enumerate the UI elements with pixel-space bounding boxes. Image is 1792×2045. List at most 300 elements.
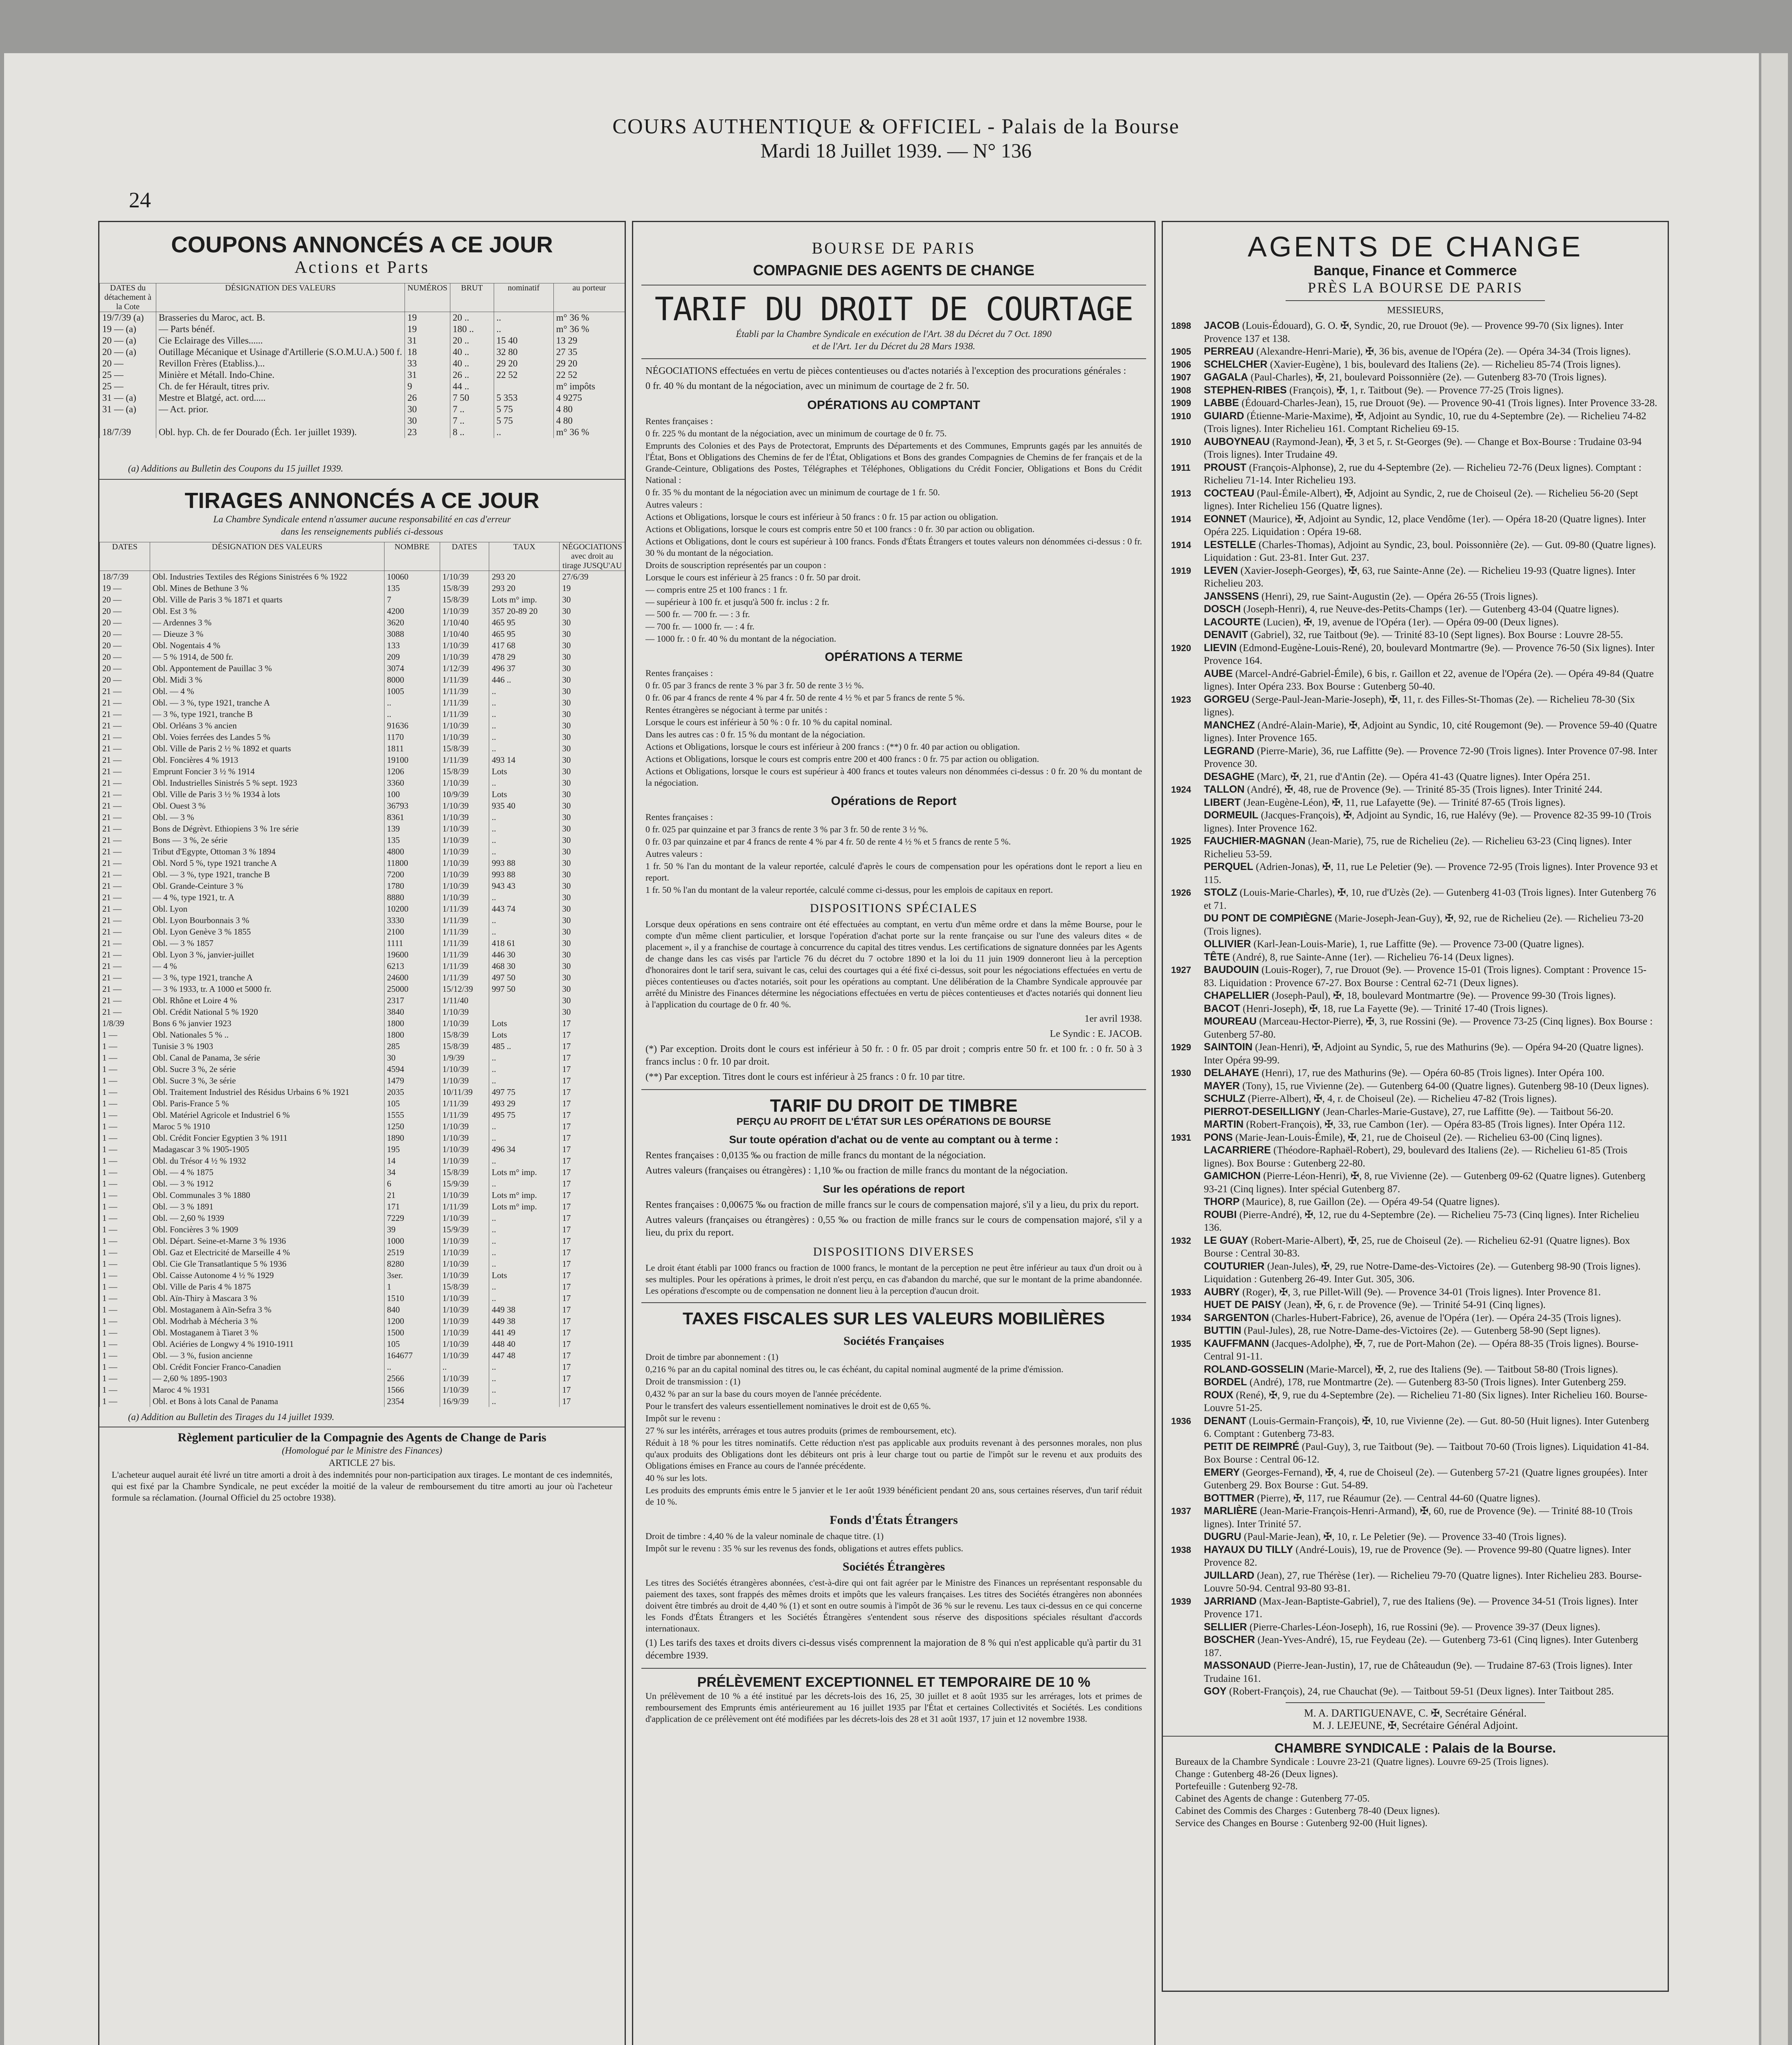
table-cell: 17 (560, 1075, 625, 1086)
broker-details: (Xavier-Eugène), 1 bis, boulevard des Italiens (2e). — Richelieu 85-74 (Trois lignes). (1270, 359, 1621, 370)
broker-year (1171, 809, 1204, 835)
table-cell: 20 — (100, 594, 150, 605)
table-cell: 1/10/39 (440, 1235, 489, 1247)
broker-entry (1163, 1209, 1668, 1234)
table-cell: .. (384, 697, 440, 708)
table-row (100, 1189, 625, 1201)
table-cell: 139 (384, 823, 440, 834)
broker-name: PIERROT-DESEILLIGNY (1204, 1106, 1320, 1117)
table-cell: Obl. Grande-Ceinture 3 % (150, 880, 384, 892)
table-cell: 33 (405, 358, 450, 369)
coupons-col-designation: DÉSIGNATION DES VALEURS (156, 283, 405, 312)
table-cell: 1005 (384, 685, 440, 697)
table-cell: Lots (489, 766, 560, 777)
table-cell: .. (494, 312, 553, 324)
table-cell: 21 — (100, 743, 150, 754)
agents-secretary2: M. J. LEJEUNE, ✠, Secrétaire Général Adjoint. (1313, 1719, 1518, 1731)
broker-entry (1163, 1363, 1668, 1376)
broker-year (1171, 989, 1204, 1002)
broker-year: 1929 (1171, 1042, 1191, 1052)
table-cell: Bons 6 % janvier 1923 (150, 1018, 384, 1029)
broker-body (1204, 1170, 1658, 1196)
broker-year: 1906 (1171, 359, 1191, 370)
table-cell: 19/7/39 (a) (100, 312, 156, 324)
broker-details: (Pierre-Marie), 36, rue Laffitte (9e). — Provence 72-90 (Trois lignes). Inter Provence 07-98. Inter Provence 30. (1204, 745, 1657, 769)
table-cell: Obl. — 3 % 1891 (150, 1201, 384, 1212)
table-cell (156, 415, 405, 427)
table-cell: 17 (560, 1121, 625, 1132)
broker-year (1171, 1106, 1204, 1119)
table-cell: 1 — (100, 1144, 150, 1155)
table-cell: 1 — (100, 1166, 150, 1178)
table-cell: 478 29 (489, 651, 560, 663)
table-cell: Lots (489, 789, 560, 800)
broker-year (1171, 1376, 1204, 1389)
table-cell: 17 (560, 1109, 625, 1121)
broker-entry (1163, 1634, 1668, 1659)
broker-year: 1932 (1171, 1235, 1191, 1246)
table-cell: 135 (384, 834, 440, 846)
table-row (100, 1235, 625, 1247)
table-cell: 209 (384, 651, 440, 663)
broker-body (1204, 951, 1514, 964)
table-row (100, 1201, 625, 1212)
table-cell: 493 29 (489, 1098, 560, 1109)
text-line: 0,216 % par an du capital nominal des titres ou, le cas échéant, du capital nominal augmenté de la prime d'émission. (645, 1364, 1064, 1374)
table-row (100, 857, 625, 869)
table-cell: 497 50 (489, 972, 560, 983)
broker-entry (1163, 796, 1668, 809)
broker-details: (Henri), 29, rue Saint-Augustin (2e). — Opéra 26-55 (Trois lignes). (1261, 591, 1538, 602)
table-cell: Cie Eclairage des Villes...... (156, 335, 405, 346)
broker-entry (1163, 1144, 1668, 1170)
text-line: — 500 fr. — 700 fr. — : 3 fr. (645, 609, 750, 619)
table-cell (489, 995, 560, 1006)
table-cell: 17 (560, 1063, 625, 1075)
table-cell: 1/10/39 (440, 869, 489, 880)
reglement-subtitle: (Homologué par le Ministre des Finances) (282, 1445, 442, 1456)
broker-entry (1163, 590, 1668, 603)
broker-name: MASSONAUD (1204, 1660, 1271, 1671)
table-row (100, 811, 625, 823)
broker-year (1171, 1363, 1204, 1376)
table-cell: — Ardennes 3 % (150, 617, 384, 628)
table-cell: 1 — (100, 1235, 150, 1247)
broker-year (1171, 1118, 1204, 1131)
broker-entry (1163, 1324, 1668, 1337)
table-cell: 30 (560, 777, 625, 789)
broker-body (1204, 1595, 1658, 1621)
table-cell: — 3 %, type 1921, tranche A (150, 972, 384, 983)
taxes-title: TAXES FISCALES SUR LES VALEURS MOBILIÈRES (682, 1309, 1105, 1328)
broker-details: (Jean), ✠, 6, r. de Provence (9e). — Trinité 54-91 (Cinq lignes). (1284, 1299, 1546, 1310)
table-cell: 17 (560, 1018, 625, 1029)
table-cell: 19 (560, 582, 625, 594)
courtage-neg-rate: 0 fr. 40 % du montant de la négociation, avec un minimum de courtage de 2 fr. 50. (645, 381, 969, 391)
courtage-neg-intro: NÉGOCIATIONS effectuées en vertu de pièces contentieuses ou d'actes notariés à l'exception des procurations générales : (645, 366, 1126, 376)
table-row (100, 697, 625, 708)
table-cell: 1/11/39 (440, 937, 489, 949)
chambre-lines (1163, 1756, 1668, 1829)
table-cell: .. (489, 1235, 560, 1247)
table-cell: 1 — (100, 1132, 150, 1144)
broker-year (1171, 719, 1204, 745)
broker-details: (Paul-Émile-Albert), ✠, Adjoint au Syndic, 2, rue de Choiseul (2e). — Richelieu 56-20 (Sept lignes). Inter Richelieu 156 (Quatre lignes). (1204, 488, 1638, 512)
text-line: 0 fr. 05 par 3 francs de rente 3 % par 3 fr. 50 de rente 3 ½ %. (645, 680, 864, 690)
tirages-note: (a) Addition au Bulletin des Tirages du 14 juillet 1939. (128, 1412, 335, 1422)
table-cell: 19600 (384, 949, 440, 960)
table-cell: 30 (560, 903, 625, 915)
broker-entry (1163, 745, 1668, 771)
text-line: Actions et Obligations, lorsque le cours est supérieur à 400 francs et toutes valeurs non dénommées ci-dessus : 0 fr. 20 % du montant de la négociation. (645, 766, 1142, 788)
broker-name: GOY (1204, 1685, 1227, 1697)
table-cell: 40 .. (450, 346, 494, 358)
header-line1: COURS AUTHENTIQUE & OFFICIEL - Palais de la Bourse (612, 115, 1180, 138)
table-cell: 1/10/39 (440, 834, 489, 846)
broker-details: (André-Louis), 19, rue de Provence (9e). — Provence 99-80 (Quatre lignes). Inter Provence 82. (1204, 1544, 1631, 1568)
broker-body (1204, 1196, 1500, 1209)
terme-title: OPÉRATIONS A TERME (825, 650, 963, 664)
table-cell: 1 — (100, 1258, 150, 1270)
table-cell: 17 (560, 1144, 625, 1155)
table-cell: 30 (560, 628, 625, 640)
broker-name: LE GUAY (1204, 1234, 1248, 1246)
table-row (100, 392, 625, 404)
broker-entry (1163, 1492, 1668, 1505)
broker-year (1171, 938, 1204, 951)
table-cell: Lots (489, 1029, 560, 1040)
table-cell: 30 (560, 800, 625, 811)
broker-body (1204, 771, 1590, 784)
table-cell: 1 — (100, 1224, 150, 1235)
table-cell: 4800 (384, 846, 440, 857)
table-row (100, 995, 625, 1006)
table-cell: 1/10/39 (440, 720, 489, 731)
table-cell: 20 — (a) (100, 346, 156, 358)
broker-details: (Edmond-Eugène-Louis-René), 20, boulevard Montmartre (9e). — Provence 76-50 (Six lignes). Inter Provence 164. (1204, 642, 1655, 666)
table-cell: 30 (560, 937, 625, 949)
broker-details: (Marc), ✠, 21, rue d'Antin (2e). — Opéra 41-43 (Quatre lignes). Inter Opéra 251. (1257, 771, 1590, 782)
text-line: Cabinet des Agents de change : Gutenberg 77-05. (1175, 1793, 1370, 1804)
broker-entry (1163, 1595, 1668, 1621)
broker-name: PETIT DE REIMPRÉ (1204, 1440, 1300, 1452)
broker-year (1171, 1260, 1204, 1286)
broker-body (1204, 1041, 1658, 1067)
broker-year (1171, 1170, 1204, 1196)
broker-entry (1163, 1337, 1668, 1363)
table-cell: 31 — (a) (100, 404, 156, 415)
table-cell: .. (489, 720, 560, 731)
broker-year: 1913 (1171, 488, 1191, 499)
table-cell: 1/11/39 (440, 674, 489, 685)
broker-body (1204, 861, 1658, 886)
table-cell: 21 — (100, 892, 150, 903)
table-cell: 31 (405, 369, 450, 381)
broker-body (1204, 1337, 1658, 1363)
table-cell: 20 — (100, 617, 150, 628)
broker-body (1204, 1466, 1658, 1492)
table-cell: 15/8/39 (440, 1040, 489, 1052)
brokers-list (1163, 319, 1668, 1698)
broker-body (1204, 371, 1607, 384)
table-cell: Obl. Mostaganem à Tiaret 3 % (150, 1327, 384, 1338)
agents-sub2: PRÈS LA BOURSE DE PARIS (1308, 279, 1523, 296)
broker-body (1204, 1015, 1658, 1041)
broker-year: 1930 (1171, 1068, 1191, 1078)
table-cell: 11800 (384, 857, 440, 869)
broker-name: MANCHEZ (1204, 719, 1255, 731)
broker-entry (1163, 1002, 1668, 1016)
broker-entry (1163, 1118, 1668, 1131)
table-cell: 1/10/39 (440, 811, 489, 823)
broker-name: PONS (1204, 1131, 1233, 1143)
timbre-h2: Sur les opérations de report (823, 1183, 965, 1195)
table-cell: 8000 (384, 674, 440, 685)
table-cell: Obl. Ville de Paris 4 % 1875 (150, 1281, 384, 1292)
table-cell: 1/10/39 (440, 1315, 489, 1327)
broker-details: (André), 8, rue Sainte-Anne (1er). — Richelieu 76-14 (Deux lignes). (1232, 951, 1514, 963)
table-cell: 1/11/39 (440, 926, 489, 937)
text-line: Actions et Obligations, lorsque le cours est inférieur à 200 francs : (**) 0 fr. 40 par action ou obligation. (645, 742, 1020, 752)
table-cell: Obl. — 3 %, type 1921, tranche B (150, 869, 384, 880)
table-cell: 2100 (384, 926, 440, 937)
broker-body (1204, 912, 1658, 938)
tirages-col-neg: NÉGOCIATIONS avec droit au tirage JUSQU'AU (560, 542, 625, 571)
table-cell: 465 95 (489, 617, 560, 628)
table-cell: 1/11/39 (440, 1098, 489, 1109)
table-cell: 10/9/39 (440, 789, 489, 800)
table-cell: 30 (560, 789, 625, 800)
table-cell: 21 — (100, 731, 150, 743)
text-line: Actions et Obligations, dont le cours est supérieur à 100 francs. Fonds d'États Étrangers et toutes valeurs non dénommées ci-dessus : 0 fr. 30 % du montant de la négociation. (645, 536, 1142, 558)
table-cell: .. (489, 743, 560, 754)
table-cell: 19 — (100, 582, 150, 594)
table-cell: 1/10/39 (440, 571, 489, 583)
broker-year (1171, 1621, 1204, 1634)
table-cell: Obl. Modrhab à Mécheria 3 % (150, 1315, 384, 1327)
table-cell: 1 — (100, 1292, 150, 1304)
table-cell: Obl. Mines de Bethune 3 % (150, 582, 384, 594)
table-cell: .. (494, 427, 553, 438)
table-cell: 21 (384, 1189, 440, 1201)
table-cell: 485 .. (489, 1040, 560, 1052)
broker-name: KAUFFMANN (1204, 1337, 1269, 1349)
table-cell: 2035 (384, 1086, 440, 1098)
table-row (100, 605, 625, 617)
broker-entry (1163, 1015, 1668, 1041)
broker-entry (1163, 1440, 1668, 1466)
broker-details: (Paul-Marie-Jean), ✠, 10, r. Le Peletier (9e). — Provence 33-40 (Trois lignes). (1243, 1531, 1567, 1542)
table-cell: 935 40 (489, 800, 560, 811)
table-cell: 449 38 (489, 1304, 560, 1315)
table-cell: 7 .. (450, 415, 494, 427)
table-row (100, 1052, 625, 1063)
broker-year: 1907 (1171, 372, 1191, 382)
table-cell: — Dieuze 3 % (150, 628, 384, 640)
text-line: Droit de timbre par abonnement : (1) (645, 1352, 779, 1362)
text-line: 0 fr. 35 % du montant de la négociation avec un minimum de courtage de 1 fr. 50. (645, 487, 940, 497)
table-cell: 1 — (100, 1189, 150, 1201)
speciales-title: DISPOSITIONS SPÉCIALES (810, 901, 978, 915)
diverses-text: Le droit étant établi par 1000 francs ou fraction de 1000 francs, le montant de la perception ne peut être inférieur au taux d'un droit ou à ses multiples. Pour les opérations à primes, le droit n'est perçu, en cas d'abandon du marché, que sur le montant de la prime abandonnée. Les opérations d'escompte ou de compensation ne donnent lieu à la perception d'aucun droit. (645, 1263, 1142, 1296)
comptant-lines (633, 416, 1154, 645)
table-cell: .. (489, 1258, 560, 1270)
coupons-col-nominatif: nominatif (494, 283, 553, 312)
table-row (100, 1361, 625, 1373)
table-cell: .. (489, 1361, 560, 1373)
table-cell: 1/10/39 (440, 1144, 489, 1155)
broker-entry (1163, 410, 1668, 436)
table-cell: 19100 (384, 754, 440, 766)
table-cell: 17 (560, 1373, 625, 1384)
broker-details: (Henri), 17, rue des Mathurins (9e). — Opéra 60-85 (Trois lignes). Inter Opéra 100. (1261, 1067, 1605, 1079)
broker-year (1171, 1015, 1204, 1041)
table-cell: Obl. hyp. Ch. de fer Dourado (Éch. 1er juillet 1939). (156, 427, 405, 438)
broker-details: (Georges-Fernand), ✠, 4, rue de Choiseul (2e). — Gutenberg 57-21 (Quatre lignes groupées). Inter Gutenberg 29. Box Bourse : Gut. 54-89. (1204, 1467, 1648, 1491)
table-cell: 23 (405, 427, 450, 438)
table-row (100, 1292, 625, 1304)
agents-messieurs: MESSIEURS, (1387, 305, 1444, 316)
table-cell: 1/10/39 (440, 1373, 489, 1384)
broker-entry (1163, 461, 1668, 487)
tirages-col-designation: DÉSIGNATION DES VALEURS (150, 542, 384, 571)
table-cell: 5 75 (494, 404, 553, 415)
broker-details: (François-Alphonse), 2, rue du 4-Septembre (2e). — Richelieu 72-76 (Deux lignes). Comptant : Richelieu 71-14. Inter Richelieu 193. (1204, 462, 1641, 486)
broker-year (1171, 1466, 1204, 1492)
table-row (100, 1178, 625, 1189)
broker-year: 1914 (1171, 514, 1191, 524)
table-cell: 3840 (384, 1006, 440, 1018)
table-cell: 30 (560, 972, 625, 983)
speciales-syndic: Le Syndic : E. JACOB. (1050, 1029, 1142, 1039)
table-cell: 1 — (100, 1040, 150, 1052)
broker-name: MOUREAU (1204, 1016, 1257, 1027)
table-cell: 1811 (384, 743, 440, 754)
table-row (100, 834, 625, 846)
table-cell: 30 (560, 869, 625, 880)
table-cell: Obl. Gaz et Electricité de Marseille 4 % (150, 1247, 384, 1258)
broker-entry (1163, 513, 1668, 539)
broker-name: GUIARD (1204, 410, 1244, 422)
broker-details: (Jean-Marie), 75, rue de Richelieu (2e). — Richelieu 63-23 (Cinq lignes). Inter Richelieu 53-59. (1204, 836, 1632, 860)
broker-entry (1163, 1621, 1668, 1634)
speciales-date: 1er avril 1938. (1084, 1014, 1142, 1024)
table-cell: 30 (405, 404, 450, 415)
table-cell: 20 — (a) (100, 335, 156, 346)
table-row (100, 708, 625, 720)
table-cell: .. (489, 708, 560, 720)
broker-body (1204, 1363, 1618, 1376)
table-cell: Maroc 5 % 1910 (150, 1121, 384, 1132)
table-row (100, 880, 625, 892)
table-cell: 417 68 (489, 640, 560, 651)
table-cell: 1 — (100, 1384, 150, 1396)
table-cell: .. (489, 915, 560, 926)
table-cell: .. (489, 1132, 560, 1144)
table-row (100, 685, 625, 697)
table-row (100, 846, 625, 857)
table-cell: 10200 (384, 903, 440, 915)
page-number: 24 (129, 188, 151, 212)
table-cell: 20 .. (450, 335, 494, 346)
broker-year: 1910 (1171, 411, 1191, 421)
broker-body (1204, 1002, 1548, 1016)
table-cell: 15/8/39 (440, 582, 489, 594)
broker-body (1204, 835, 1658, 861)
broker-name: MARTIN (1204, 1119, 1244, 1130)
table-row (100, 404, 625, 415)
broker-body (1204, 964, 1658, 989)
table-cell: 3ser. (384, 1270, 440, 1281)
broker-year: 1909 (1171, 398, 1191, 408)
table-cell: 21 — (100, 800, 150, 811)
table-cell: Obl. — 4 % (150, 685, 384, 697)
broker-entry (1163, 1376, 1668, 1389)
table-cell: 30 (560, 651, 625, 663)
table-cell: 7200 (384, 869, 440, 880)
table-cell: 91636 (384, 720, 440, 731)
table-cell: 997 50 (489, 983, 560, 995)
broker-body (1204, 436, 1658, 461)
text-line: Réduit à 18 % pour les titres nominatifs. Cette réduction n'est pas applicable aux produits revenant à des personnes morales, non plus qu'aux produits des Obligations dont les débiteurs ont pris à leur charge tout ou partie de l'impôt sur le revenu et aux produits des Obligations émises en France au cours de l'année précédente. (645, 1438, 1142, 1471)
broker-year (1171, 1685, 1204, 1698)
table-cell: 30 (405, 415, 450, 427)
broker-body (1204, 1106, 1613, 1119)
table-cell: 17 (560, 1098, 625, 1109)
table-cell: Lots m° imp. (489, 1189, 560, 1201)
broker-body (1204, 590, 1538, 603)
table-cell: 1/10/39 (440, 1189, 489, 1201)
table-cell: 21 — (100, 697, 150, 708)
broker-entry (1163, 1092, 1668, 1106)
text-line: — compris entre 25 et 100 francs : 1 fr. (645, 584, 788, 595)
table-cell: 1479 (384, 1075, 440, 1086)
table-cell: 27/6/39 (560, 571, 625, 583)
broker-name: DESAGHE (1204, 771, 1255, 782)
broker-entry (1163, 1196, 1668, 1209)
table-row (100, 915, 625, 926)
broker-entry (1163, 1067, 1668, 1080)
table-cell: Ch. de fer Hérault, titres priv. (156, 381, 405, 392)
table-cell: 17 (560, 1338, 625, 1350)
broker-entry (1163, 1505, 1668, 1530)
broker-body (1204, 1569, 1658, 1595)
table-cell: 15/8/39 (440, 1029, 489, 1040)
text-line: 0 fr. 06 par 4 francs de rente 4 % par 4 fr. 50 de rente 4 ½ % et par 5 francs de rente 5 %. (645, 692, 965, 703)
table-cell: 1 (384, 1281, 440, 1292)
text-line: Rentes françaises : (645, 668, 713, 678)
table-cell: 34 (384, 1166, 440, 1178)
broker-name: JACOB (1204, 320, 1240, 331)
broker-name: FAUCHIER-MAGNAN (1204, 835, 1306, 847)
broker-details: (Paul-Jules), 28, rue Notre-Dame-des-Victoires (2e). — Gutenberg 58-90 (Sept lignes). (1243, 1325, 1601, 1336)
table-cell: 30 (560, 697, 625, 708)
table-cell: Obl. — 3 % 1912 (150, 1178, 384, 1189)
table-cell: 15/8/39 (440, 1281, 489, 1292)
table-row (100, 1315, 625, 1327)
table-row (100, 346, 625, 358)
table-cell: 21 — (100, 983, 150, 995)
broker-name: PERQUEL (1204, 861, 1253, 872)
table-cell: 1 — (100, 1212, 150, 1224)
table-cell: 17 (560, 1029, 625, 1040)
table-cell: 40 .. (450, 358, 494, 369)
table-row (100, 1327, 625, 1338)
table-cell: 30 (560, 720, 625, 731)
table-cell: 1/11/39 (440, 949, 489, 960)
broker-name: LACARRIERE (1204, 1144, 1271, 1156)
table-cell: 1800 (384, 1029, 440, 1040)
